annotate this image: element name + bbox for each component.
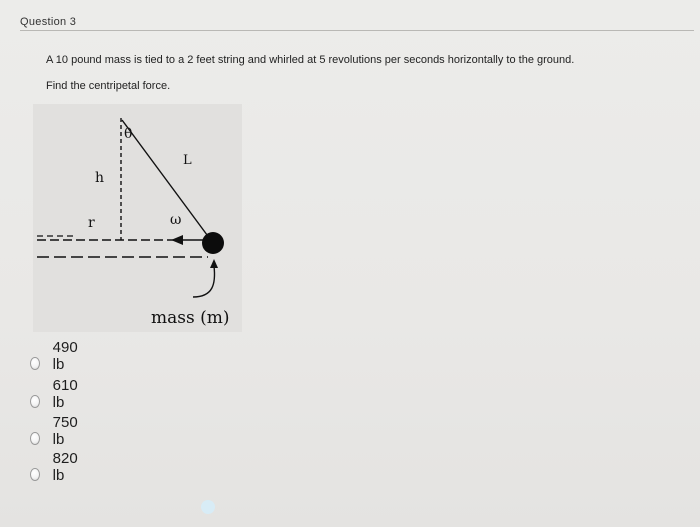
mass-pointer-head — [210, 259, 218, 268]
mass-pointer — [193, 266, 215, 297]
question-text-line1: A 10 pound mass is tied to a 2 feet string and whirled at 5 revolutions per seconds horizontally to the ground. — [46, 54, 575, 66]
header-divider — [20, 30, 694, 31]
radio-button-icon[interactable] — [30, 395, 40, 408]
radio-button-icon[interactable] — [30, 357, 40, 370]
mass-ball — [202, 232, 224, 254]
option-3[interactable] — [30, 414, 81, 448]
question-text-line2: Find the centripetal force. — [46, 80, 171, 92]
radio-button-icon[interactable] — [30, 468, 40, 481]
pendulum-diagram — [33, 104, 242, 332]
option-label: 750 lb — [52, 414, 78, 448]
rotation-arrow-head — [171, 235, 183, 245]
option-1[interactable] — [30, 339, 81, 373]
mass-label: mass (m) — [151, 308, 230, 328]
option-label: 820 lb — [52, 450, 78, 484]
theta-label: θ — [124, 126, 133, 142]
option-label: 610 lb — [52, 377, 78, 411]
pendulum-figure — [33, 104, 242, 332]
question-header: Question 3 — [20, 16, 77, 28]
length-label: L — [183, 153, 192, 168]
omega-label: ω — [170, 212, 182, 228]
decorative-dot — [201, 500, 215, 514]
option-4[interactable] — [30, 450, 81, 484]
height-label: h — [95, 170, 105, 186]
radio-button-icon[interactable] — [30, 432, 40, 445]
option-label: 490 lb — [52, 339, 78, 373]
string-line — [122, 120, 213, 243]
radius-label: r — [88, 215, 95, 231]
option-2[interactable] — [30, 377, 81, 411]
